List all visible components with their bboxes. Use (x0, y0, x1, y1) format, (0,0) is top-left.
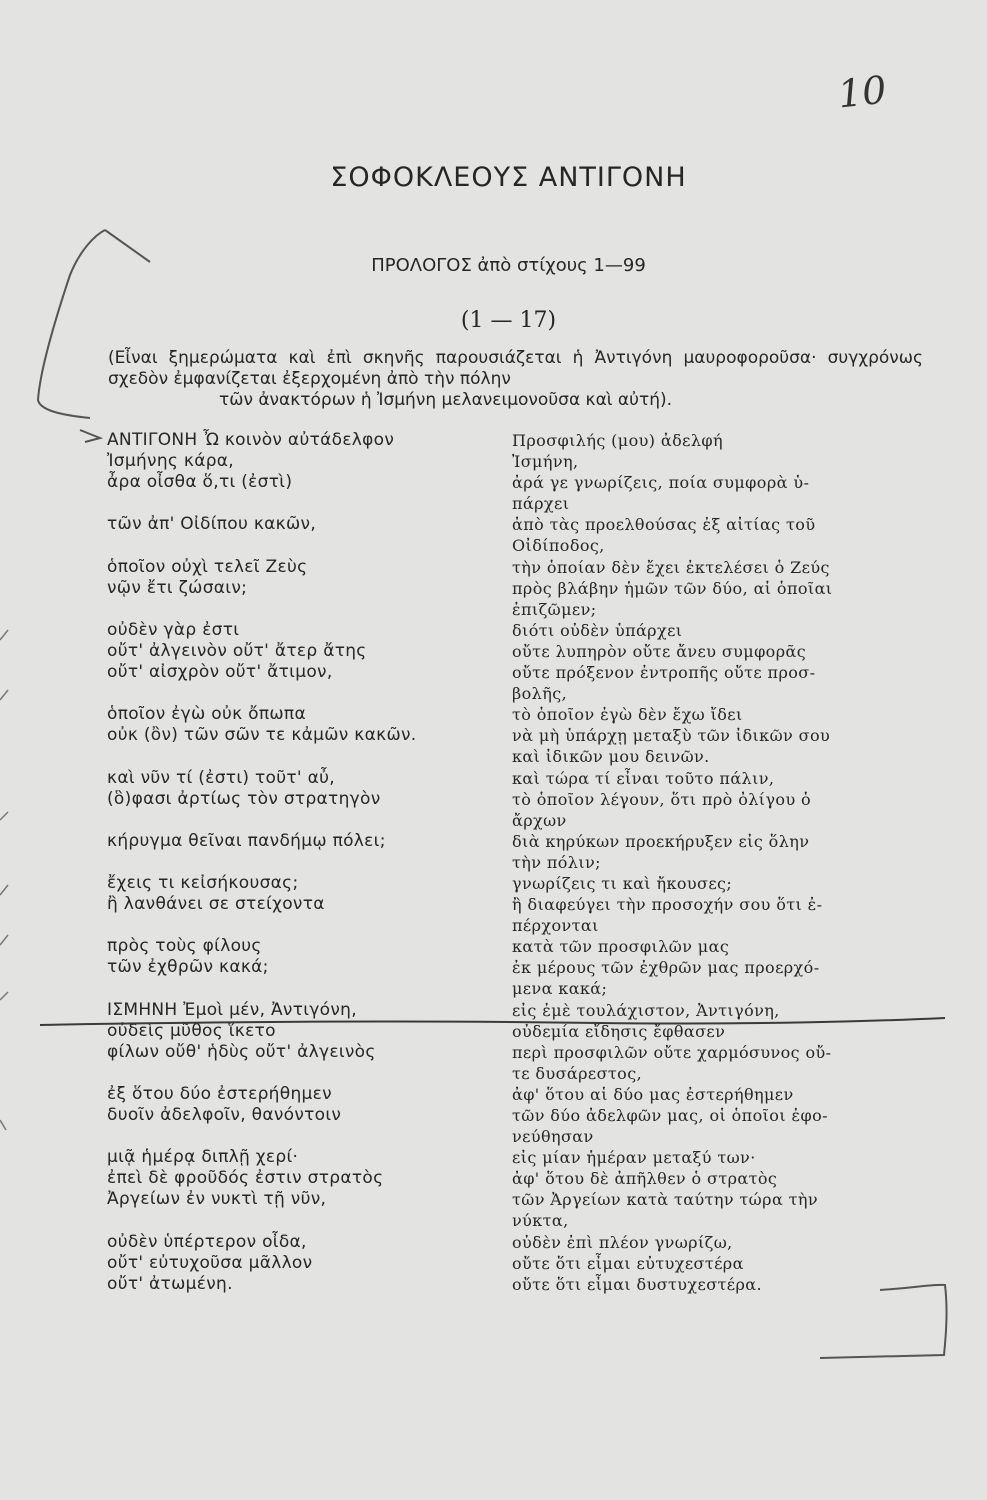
arrow-mark (80, 430, 100, 442)
margin-mark (0, 812, 8, 820)
original-line: μιᾷ ἡμέρᾳ διπλῇ χερί· (107, 1147, 299, 1168)
translation-line: τὸ ὁποῖον λέγουν, ὅτι πρὸ ὀλίγου ὁ (512, 789, 812, 809)
translation-line: διότι οὐδὲν ὑπάρχει (512, 620, 683, 640)
original-line: οὔτ' ἀλγεινὸν οὔτ' ἄτερ ἄτης (107, 640, 367, 661)
original-line: ὁποῖον ἐγὼ οὐκ ὄπωπα (107, 704, 306, 725)
translation-line: καὶ ἰδικῶν μου δεινῶν. (512, 747, 710, 767)
original-line: οὐδὲν γὰρ ἐστι (107, 619, 240, 640)
original-line: οὐδὲν ὑπέρτερον οἶδα, (107, 1231, 307, 1252)
translation-line: νύκτα, (512, 1211, 569, 1231)
original-line: (ὃ)φασι ἀρτίως τὸν στρατηγὸν (107, 788, 381, 809)
original-line: οὐκ (ὂν) τῶν σῶν τε κἀμῶν κακῶν. (107, 725, 417, 746)
margin-mark (0, 992, 8, 1000)
translation-line: Οἰδίποδος, (512, 536, 605, 556)
translation-line: διὰ κηρύκων προεκήρυξεν εἰς ὅλην (512, 831, 810, 851)
margin-mark (0, 630, 8, 640)
bracket-mark (38, 230, 105, 418)
translation-line: Προσφιλής (μου) ἀδελφή (512, 431, 723, 450)
original-line: Ἰσμήνης κάρα, (107, 451, 235, 472)
translation-line: νὰ μὴ ὑπάρχῃ μεταξὺ τῶν ἰδικῶν σου (512, 726, 831, 746)
translation-line: μενα κακά; (512, 979, 608, 999)
original-line: τῶν ἀπ' Οἰδίπου κακῶν, (107, 514, 317, 535)
original-line: φίλων οὔθ' ἡδὺς οὔτ' ἀλγεινὸς (107, 1041, 376, 1062)
original-line: ἆρα οἶσθα ὅ,τι (ἐστὶ) (107, 472, 293, 493)
translation-line: εἰς ἐμὲ τουλάχιστον, Ἀντιγόνη, (512, 1000, 780, 1020)
original-line: ὁποῖον οὐχὶ τελεῖ Ζεὺς (107, 556, 308, 577)
translation-line: ἀπὸ τὰς προελθούσας ἐξ αἰτίας τοῦ (512, 515, 816, 535)
bracket-mark (820, 1285, 947, 1358)
translation-line: κατὰ τῶν προσφιλῶν μας (512, 937, 730, 957)
translation-line: πάρχει (512, 494, 570, 514)
translation-line: πρὸς βλάβην ἡμῶν τῶν δύο, αἱ ὁποῖαι (512, 578, 833, 598)
original-line: ἐξ ὅτου δύο ἐστερήθημεν (107, 1083, 332, 1104)
original-line: ἢ λανθάνει σε στείχοντα (107, 894, 325, 915)
margin-mark (0, 690, 8, 700)
original-line: ΑΝΤΙΓΟΝΗ Ὦ κοινὸν αὐτάδελφον (107, 430, 395, 450)
original-line: ἐπεὶ δὲ φροῦδός ἐστιν στρατὸς (107, 1168, 384, 1189)
margin-mark (0, 935, 8, 945)
original-line: δυοῖν ἀδελφοῖν, θανόντοιν (107, 1105, 342, 1125)
stage-direction-line: (Εἶναι ξημερώματα καὶ ἐπὶ σκηνῆς παρουσιάζεται ἡ Ἀντιγόνη μαυροφοροῦσα· συγχρόνως σχεδὸν ἐμφανίζεται ἐξερχομένη ἀπὸ τὴν πόλην (108, 348, 923, 389)
translation-line: οὔτε ὅτι εἶμαι εὐτυχεστέρα (512, 1253, 744, 1273)
translation-line: ἢ διαφεύγει τὴν προσοχήν σου ὅτι ἐ- (512, 895, 823, 915)
original-line: οὔτ' αἰσχρὸν οὔτ' ἄτιμον, (107, 662, 333, 683)
translation-line: ἀφ' ὅτου αἱ δύο μας ἐστερήθημεν (512, 1084, 794, 1104)
translation-line: πέρχονται (512, 916, 599, 936)
original-line: Ἀργείων ἐν νυκτὶ τῇ νῦν, (107, 1189, 327, 1210)
divider-line (40, 1018, 945, 1025)
translation-line: τὴν ὁποίαν δὲν ἔχει ἐκτελέσει ὁ Ζεύς (512, 557, 830, 577)
margin-mark (0, 1120, 6, 1130)
translation-line: καὶ τώρα τί εἶναι τοῦτο πάλιν, (512, 768, 775, 788)
translation-line: τῶν Ἀργείων κατὰ ταύτην τώρα τὴν (512, 1190, 818, 1210)
bracket-mark (105, 230, 150, 262)
translation-line: τὴν πόλιν; (512, 852, 601, 872)
translation-line: οὔτε πρόξενον ἐντροπῆς οὔτε προσ- (512, 663, 816, 683)
translation-line: τῶν δύο ἀδελφῶν μας, οἱ ὁποῖοι ἐφο- (512, 1106, 828, 1125)
margin-mark (0, 885, 8, 895)
stage-direction-line: τῶν ἀνακτόρων ἡ Ἰσμήνη μελανειμονοῦσα καὶ αὐτή). (218, 390, 673, 410)
original-line: ἔχεις τι κεἰσήκουσας; (107, 872, 299, 893)
translation-line: εἰς μίαν ἡμέραν μεταξύ των· (512, 1148, 756, 1168)
original-line: πρὸς τοὺς φίλους (107, 936, 262, 957)
translation-line: τὸ ὁποῖον ἐγὼ δὲν ἔχω ἴδει (512, 705, 743, 725)
document-title: ΣΟΦΟΚΛΕΟΥΣ ΑΝΤΙΓΟΝΗ (330, 162, 687, 193)
page-number: 10 (835, 67, 889, 117)
translation-line: περὶ προσφιλῶν οὔτε χαρμόσυνος οὔ- (512, 1042, 832, 1062)
translation-line: οὔτε λυπηρὸν οὔτε ἄνευ συμφορᾶς (512, 641, 807, 661)
original-line: κήρυγμα θεῖναι πανδήμῳ πόλει; (107, 830, 386, 851)
original-line: οὔτ' εὐτυχοῦσα μᾶλλον (107, 1252, 313, 1273)
verse-range: (1 — 17) (460, 308, 557, 333)
translation-line: οὐδὲν ἐπὶ πλέον γνωρίζω, (512, 1232, 733, 1252)
translation-line: τε δυσάρεστος, (512, 1063, 643, 1083)
translation-line: ἄρχων (512, 810, 567, 830)
translation-line: ἐπιζῶμεν; (512, 599, 597, 619)
translation-line: οὔτε ὅτι εἶμαι δυστυχεστέρα. (512, 1274, 762, 1294)
translation-line: γνωρίζεις τι καὶ ἤκουσες; (512, 873, 733, 893)
translation-line: νεύθησαν (512, 1127, 594, 1147)
prologue-subtitle: ΠΡΟΛΟΓΟΣ ἀπὸ στίχους 1—99 (371, 255, 646, 276)
original-line: οὐδεὶς μῦθος ἵκετο (107, 1020, 276, 1041)
original-line: οὔτ' ἀτωμένη. (107, 1273, 233, 1294)
original-line: τῶν ἐχθρῶν κακά; (107, 957, 269, 978)
original-line: νῷν ἔτι ζώσαιν; (107, 577, 248, 598)
translation-line: ἐκ μέρους τῶν ἐχθρῶν μας προερχό- (512, 958, 820, 978)
translation-line: Ἰσμήνη, (512, 452, 579, 472)
translation-line: οὐδεμία εἴδησις ἔφθασεν (512, 1021, 726, 1041)
original-line: καὶ νῦν τί (ἐστι) τοῦτ' αὖ, (107, 767, 335, 788)
translation-line: βολῆς, (512, 684, 568, 704)
translation-line: ἀφ' ὅτου δὲ ἀπῆλθεν ὁ στρατὸς (512, 1169, 778, 1189)
translation-line: ἀρά γε γνωρίζεις, ποία συμφορὰ ὑ- (512, 473, 810, 493)
original-line: ΙΣΜΗΝΗ Ἐμοὶ μέν, Ἀντιγόνη, (107, 999, 357, 1020)
